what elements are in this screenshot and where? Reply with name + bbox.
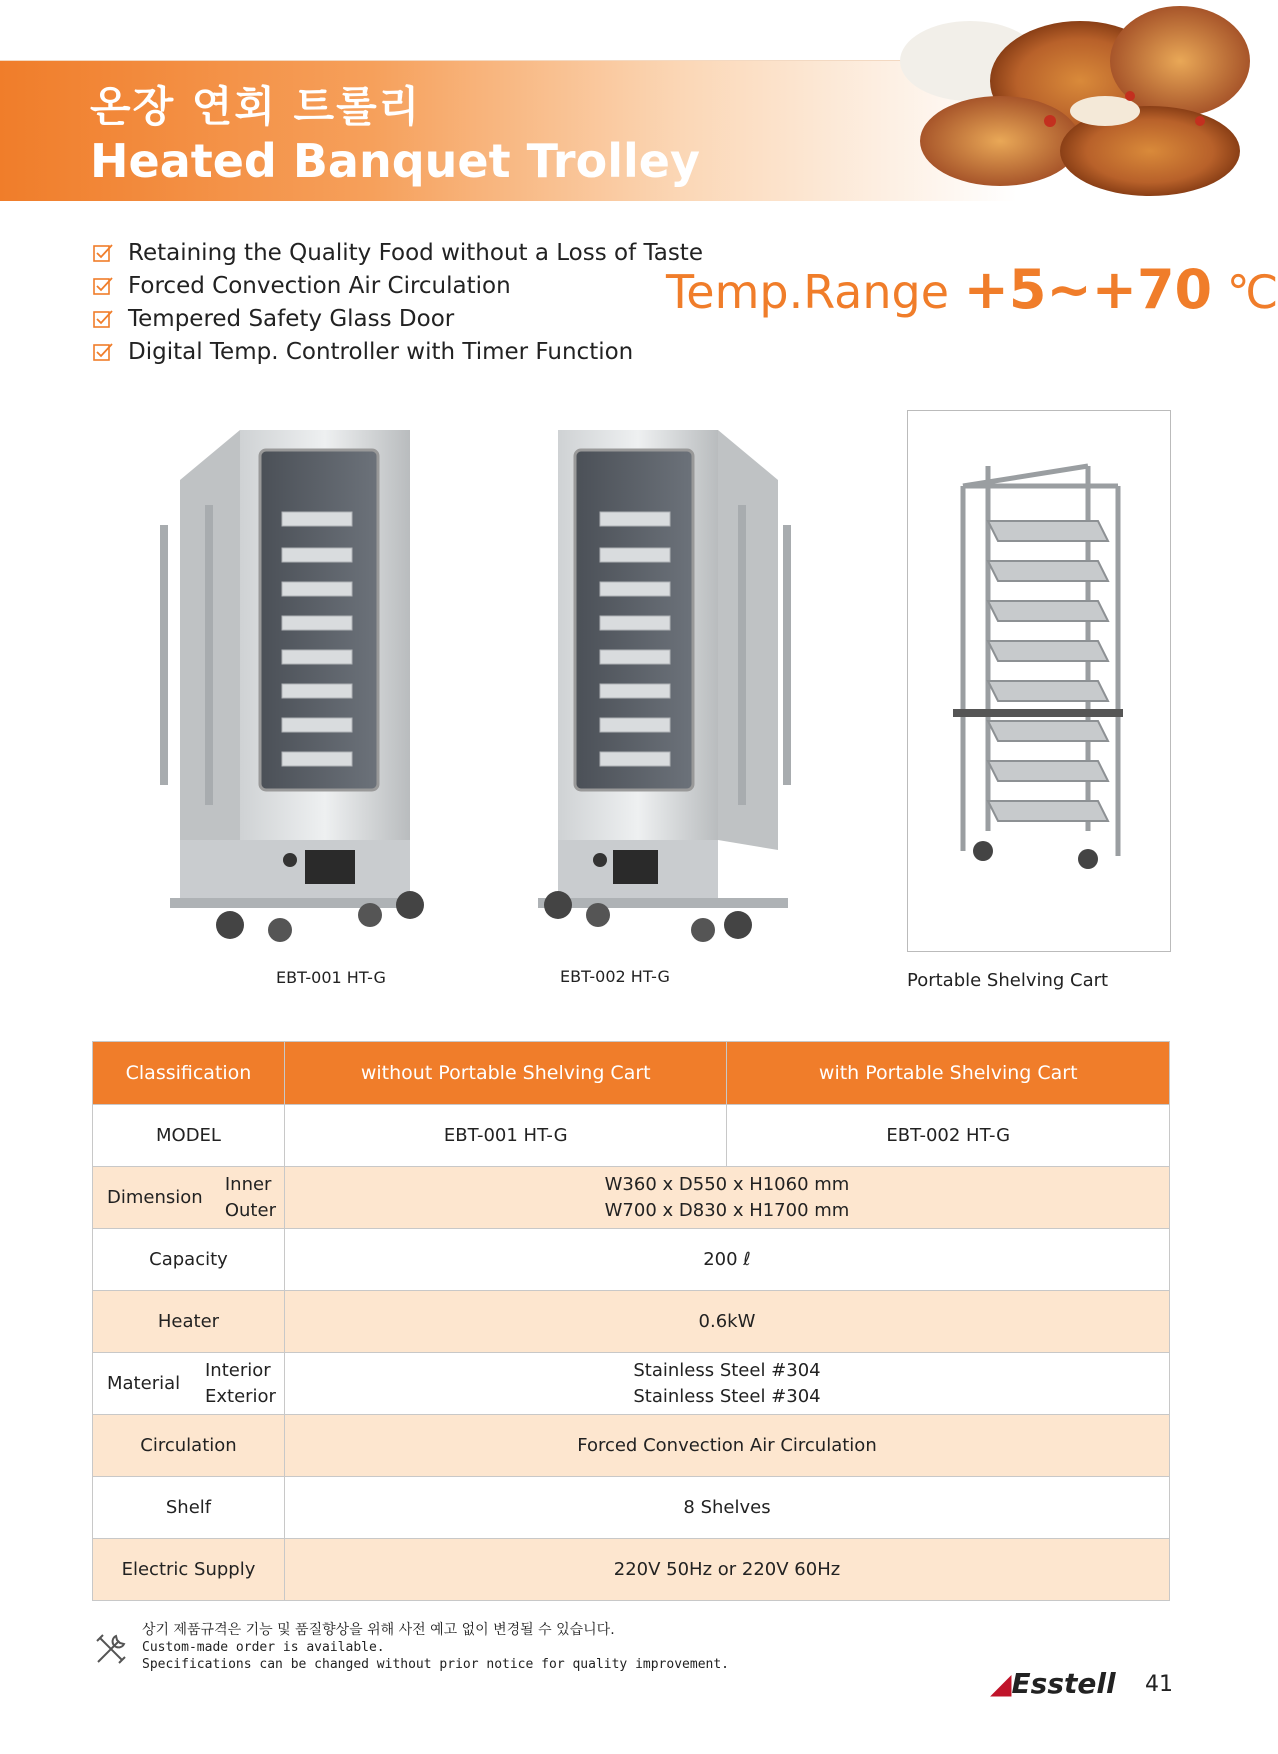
- row-label: Shelf: [93, 1477, 285, 1539]
- table-row: [93, 1291, 1170, 1353]
- temp-range: [666, 258, 1278, 321]
- table-row: [93, 1105, 1170, 1167]
- row-label: Circulation: [93, 1415, 285, 1477]
- brand-logo: [990, 1667, 1116, 1700]
- feature-item: [92, 302, 703, 335]
- feature-text: Tempered Safety Glass Door: [128, 305, 455, 332]
- row-label: Capacity: [93, 1229, 285, 1291]
- table-cell: 8 Shelves: [284, 1477, 1169, 1539]
- tools-icon: [92, 1630, 130, 1668]
- shelving-cart-image: [908, 411, 1170, 951]
- temp-value: +5~+70: [963, 258, 1213, 321]
- footer-note: [92, 1622, 729, 1673]
- table-cell: 200 ℓ: [284, 1229, 1169, 1291]
- cell-line: Stainless Steel #304: [633, 1359, 821, 1381]
- row-label: Electric Supply: [93, 1539, 285, 1601]
- table-cell: 220V 50Hz or 220V 60Hz: [284, 1539, 1169, 1601]
- row-label-cell: [93, 1353, 285, 1415]
- feature-text: Retaining the Quality Food without a Loss of Taste: [128, 239, 703, 266]
- brand-name: Esstell: [1011, 1667, 1116, 1700]
- title-english: Heated Banquet Trolley: [90, 134, 700, 188]
- table-row: [93, 1415, 1170, 1477]
- checkbox-icon: [92, 341, 114, 363]
- feature-item: [92, 269, 703, 302]
- temp-unit: ℃: [1226, 265, 1278, 319]
- trolley-image: [160, 420, 440, 960]
- cart-image-frame: [907, 410, 1171, 952]
- feature-text: Forced Convection Air Circulation: [128, 272, 511, 299]
- feature-item: [92, 335, 703, 368]
- table-header: without Portable Shelving Cart: [284, 1042, 727, 1105]
- table-row: [93, 1229, 1170, 1291]
- table-cell: Forced Convection Air Circulation: [284, 1415, 1169, 1477]
- table-row: [93, 1167, 1170, 1229]
- row-label: Dimension: [107, 1187, 203, 1208]
- trolley-image: [538, 420, 798, 960]
- table-cell: EBT-002 HT-G: [727, 1105, 1170, 1167]
- row-label: MODEL: [93, 1105, 285, 1167]
- spec-table: [92, 1041, 1170, 1601]
- table-header: with Portable Shelving Cart: [727, 1042, 1170, 1105]
- table-cell: [284, 1167, 1169, 1229]
- row-sublabel: Inner: [224, 1173, 272, 1195]
- row-sublabel: Outer: [224, 1199, 276, 1221]
- feature-list: [92, 236, 703, 368]
- row-label: Heater: [93, 1291, 285, 1353]
- note-line: Specifications can be changed without prior notice for quality improvement.: [142, 1657, 729, 1672]
- feature-item: [92, 236, 703, 269]
- table-row: [93, 1353, 1170, 1415]
- title-korean: 온장 연회 트롤리: [90, 82, 422, 131]
- product-caption: EBT-002 HT-G: [560, 967, 670, 986]
- note-line: Custom-made order is available.: [142, 1640, 385, 1655]
- checkbox-icon: [92, 242, 114, 264]
- table-row: [93, 1539, 1170, 1601]
- logo-mark-icon: ◢: [990, 1667, 1012, 1700]
- food-photo: [850, 1, 1240, 201]
- table-header: Classification: [93, 1042, 285, 1105]
- row-label: Material: [107, 1373, 181, 1394]
- product-caption: Portable Shelving Cart: [907, 970, 1109, 991]
- table-cell: EBT-001 HT-G: [284, 1105, 727, 1167]
- table-cell: 0.6kW: [284, 1291, 1169, 1353]
- temp-label: Temp.Range: [666, 265, 950, 319]
- checkbox-icon: [92, 275, 114, 297]
- note-korean: 상기 제품규격은 기능 및 품질향상을 위해 사전 예고 없이 변경될 수 있습니다.: [142, 1622, 615, 1638]
- table-header-row: [93, 1042, 1170, 1105]
- row-label-cell: [93, 1167, 285, 1229]
- cell-line: Stainless Steel #304: [633, 1385, 821, 1407]
- product-caption: EBT-001 HT-G: [276, 968, 386, 987]
- table-cell: [284, 1353, 1169, 1415]
- cell-line: W700 x D830 x H1700 mm: [604, 1199, 850, 1221]
- row-sublabel: Interior: [204, 1359, 271, 1381]
- row-sublabel: Exterior: [204, 1385, 276, 1407]
- page-number: 41: [1145, 1672, 1173, 1697]
- checkbox-icon: [92, 308, 114, 330]
- feature-text: Digital Temp. Controller with Timer Function: [128, 338, 634, 365]
- cell-line: W360 x D550 x H1060 mm: [604, 1173, 850, 1195]
- table-row: [93, 1477, 1170, 1539]
